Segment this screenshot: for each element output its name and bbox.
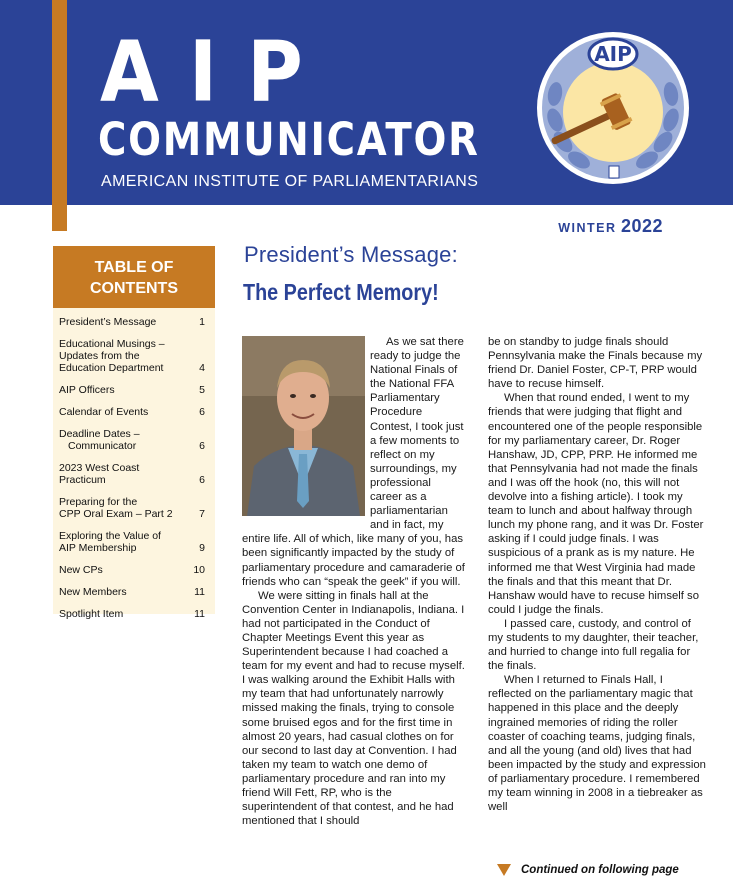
toc-item-page: 6: [199, 440, 205, 452]
continued-note: [497, 864, 679, 876]
toc-heading: [53, 246, 215, 308]
toc-item-page: 1: [199, 316, 205, 328]
logo-text: AIP: [594, 42, 632, 66]
toc-item-label: Spotlight Item: [59, 608, 124, 620]
accent-bar: [52, 0, 67, 231]
toc-item-label: Education Department: [59, 362, 164, 374]
toc-list: [53, 308, 215, 620]
article-paragraph: I passed care, custody, and control of my students to my daughter, their teacher, and hurried to change into full regalia for the finals.: [488, 617, 699, 673]
masthead-subtitle: AMERICAN INSTITUTE OF PARLIAMENTARIANS: [101, 173, 479, 190]
toc-item[interactable]: [59, 564, 205, 576]
toc-item[interactable]: [59, 496, 205, 520]
toc-item-label: CPP Oral Exam – Part 2: [59, 508, 173, 520]
toc-item-label: President’s Message: [59, 316, 157, 328]
issue-year: 2022: [620, 216, 663, 236]
toc-item-label: Exploring the Value of: [59, 530, 161, 542]
toc-item-label: AIP Membership: [59, 542, 137, 554]
toc-heading-line1: TABLE OF: [94, 259, 174, 276]
section-label: President’s Message:: [244, 242, 458, 267]
article-paragraph: When that round ended, I went to my friends that were judging that flight and encountered one of the people responsible for my parliamentary career, Dr. Roger Hanshaw, JD, CPP, PRP. He informed me that Pennsylvania had not made the finals and I was off the hook (no, this will not devolve into a fishing article). I took my team to lunch and about halfway through lunch my phone rang, and it was Dr. Foster asking if I could judge finals. I was suspicious of a prank as is my nature. He informed me that West Virginia had made the finals and that this meant that Dr. Hanshaw would have to recuse himself so could I judge the finals.: [488, 392, 704, 616]
continued-text: Continued on following page: [521, 864, 679, 876]
toc-heading-line2: CONTENTS: [90, 280, 178, 297]
president-portrait: [242, 336, 365, 516]
toc-item-label: Calendar of Events: [59, 406, 149, 418]
toc-item-page: 6: [199, 406, 205, 418]
toc-item-page: 9: [199, 542, 205, 554]
toc-item-label: Educational Musings –: [59, 338, 165, 350]
issue-season: WINTER: [558, 221, 617, 235]
toc-item-page: 10: [193, 564, 205, 576]
article-paragraph: We were sitting in finals hall at the Convention Center in Indianapolis, Indiana. I had not participated in the Conduct of Chapter Meetings Event this year as Superintendent because I had coached a team for my event and had to recuse myself. I was walking around the Exhibit Halls with my team that had unfortunately narrowly missed making the finals, trying to console some bruised egos and for the first time in almost 20 years, had casual clothes on for our second to last day at Convention. I had taken my team to watch one demo of parliamentary procedure and ran into my friend Will Fett, RP, who is the superintendent of that contest, and he had mentioned that I should: [242, 589, 465, 828]
toc-item-label: Preparing for the: [59, 496, 138, 508]
toc-item-page: 4: [199, 362, 205, 374]
toc-item[interactable]: [59, 338, 205, 374]
toc-item-label: Communicator: [68, 440, 137, 452]
toc-item-label: AIP Officers: [59, 384, 115, 396]
down-triangle-icon: [497, 864, 511, 876]
toc-item-label: Deadline Dates –: [59, 428, 140, 440]
table-of-contents: [53, 246, 215, 620]
toc-item-label: Updates from the: [59, 350, 140, 362]
toc-item-label: New Members: [59, 586, 127, 598]
toc-item-label: New CPs: [59, 564, 103, 576]
article-title: The Perfect Memory!: [243, 279, 439, 305]
toc-item[interactable]: [59, 384, 205, 396]
toc-item-page: 7: [199, 508, 205, 520]
article-paragraph: As we sat there ready to judge the National Finals of the National FFA Parliamentary Procedure Contest, I took just a few moments to reflect on my surroundings, my professional career as a parliamentarian and in fact, my entire life. All of which, like many of you, has been significantly impacted by the study of parliamentary procedure and camaraderie of friends who can “speak the geek” if you will.: [242, 336, 465, 588]
toc-item[interactable]: [59, 586, 205, 598]
toc-item[interactable]: [59, 462, 205, 486]
article-paragraph: be on standby to judge finals should Pennsylvania make the Finals because my friend Dr. Daniel Foster, CP-T, PRP would have to recuse himself.: [488, 336, 703, 391]
masthead-title-aip: AIP: [100, 22, 333, 121]
article-paragraph: When I returned to Finals Hall, I reflected on the parliamentary magic that happened in this place and the deeply ingrained memories of riding the roller coaster of coaching teams, judging finals, and all the young (and old) lives that had been impacted by the study and expression of parliamentary procedure. I remembered my team winning in 2008 in a tiebreaker as well: [488, 674, 706, 814]
toc-item[interactable]: [59, 316, 205, 328]
gavel-wreath-logo-icon: [535, 30, 691, 186]
toc-item-label: 2023 West Coast Practicum: [59, 462, 140, 486]
masthead-title-communicator: COMMUNICATOR: [98, 113, 480, 166]
toc-item[interactable]: [59, 428, 205, 452]
toc-item[interactable]: [59, 530, 205, 554]
issue-date: [545, 216, 663, 237]
toc-item[interactable]: [59, 406, 205, 418]
toc-item-page: 6: [199, 474, 205, 486]
toc-item-page: 11: [194, 608, 205, 620]
toc-item-page: 11: [194, 586, 205, 598]
article-column-2: [488, 335, 706, 855]
toc-item[interactable]: [59, 608, 205, 620]
toc-item-page: 5: [199, 384, 205, 396]
